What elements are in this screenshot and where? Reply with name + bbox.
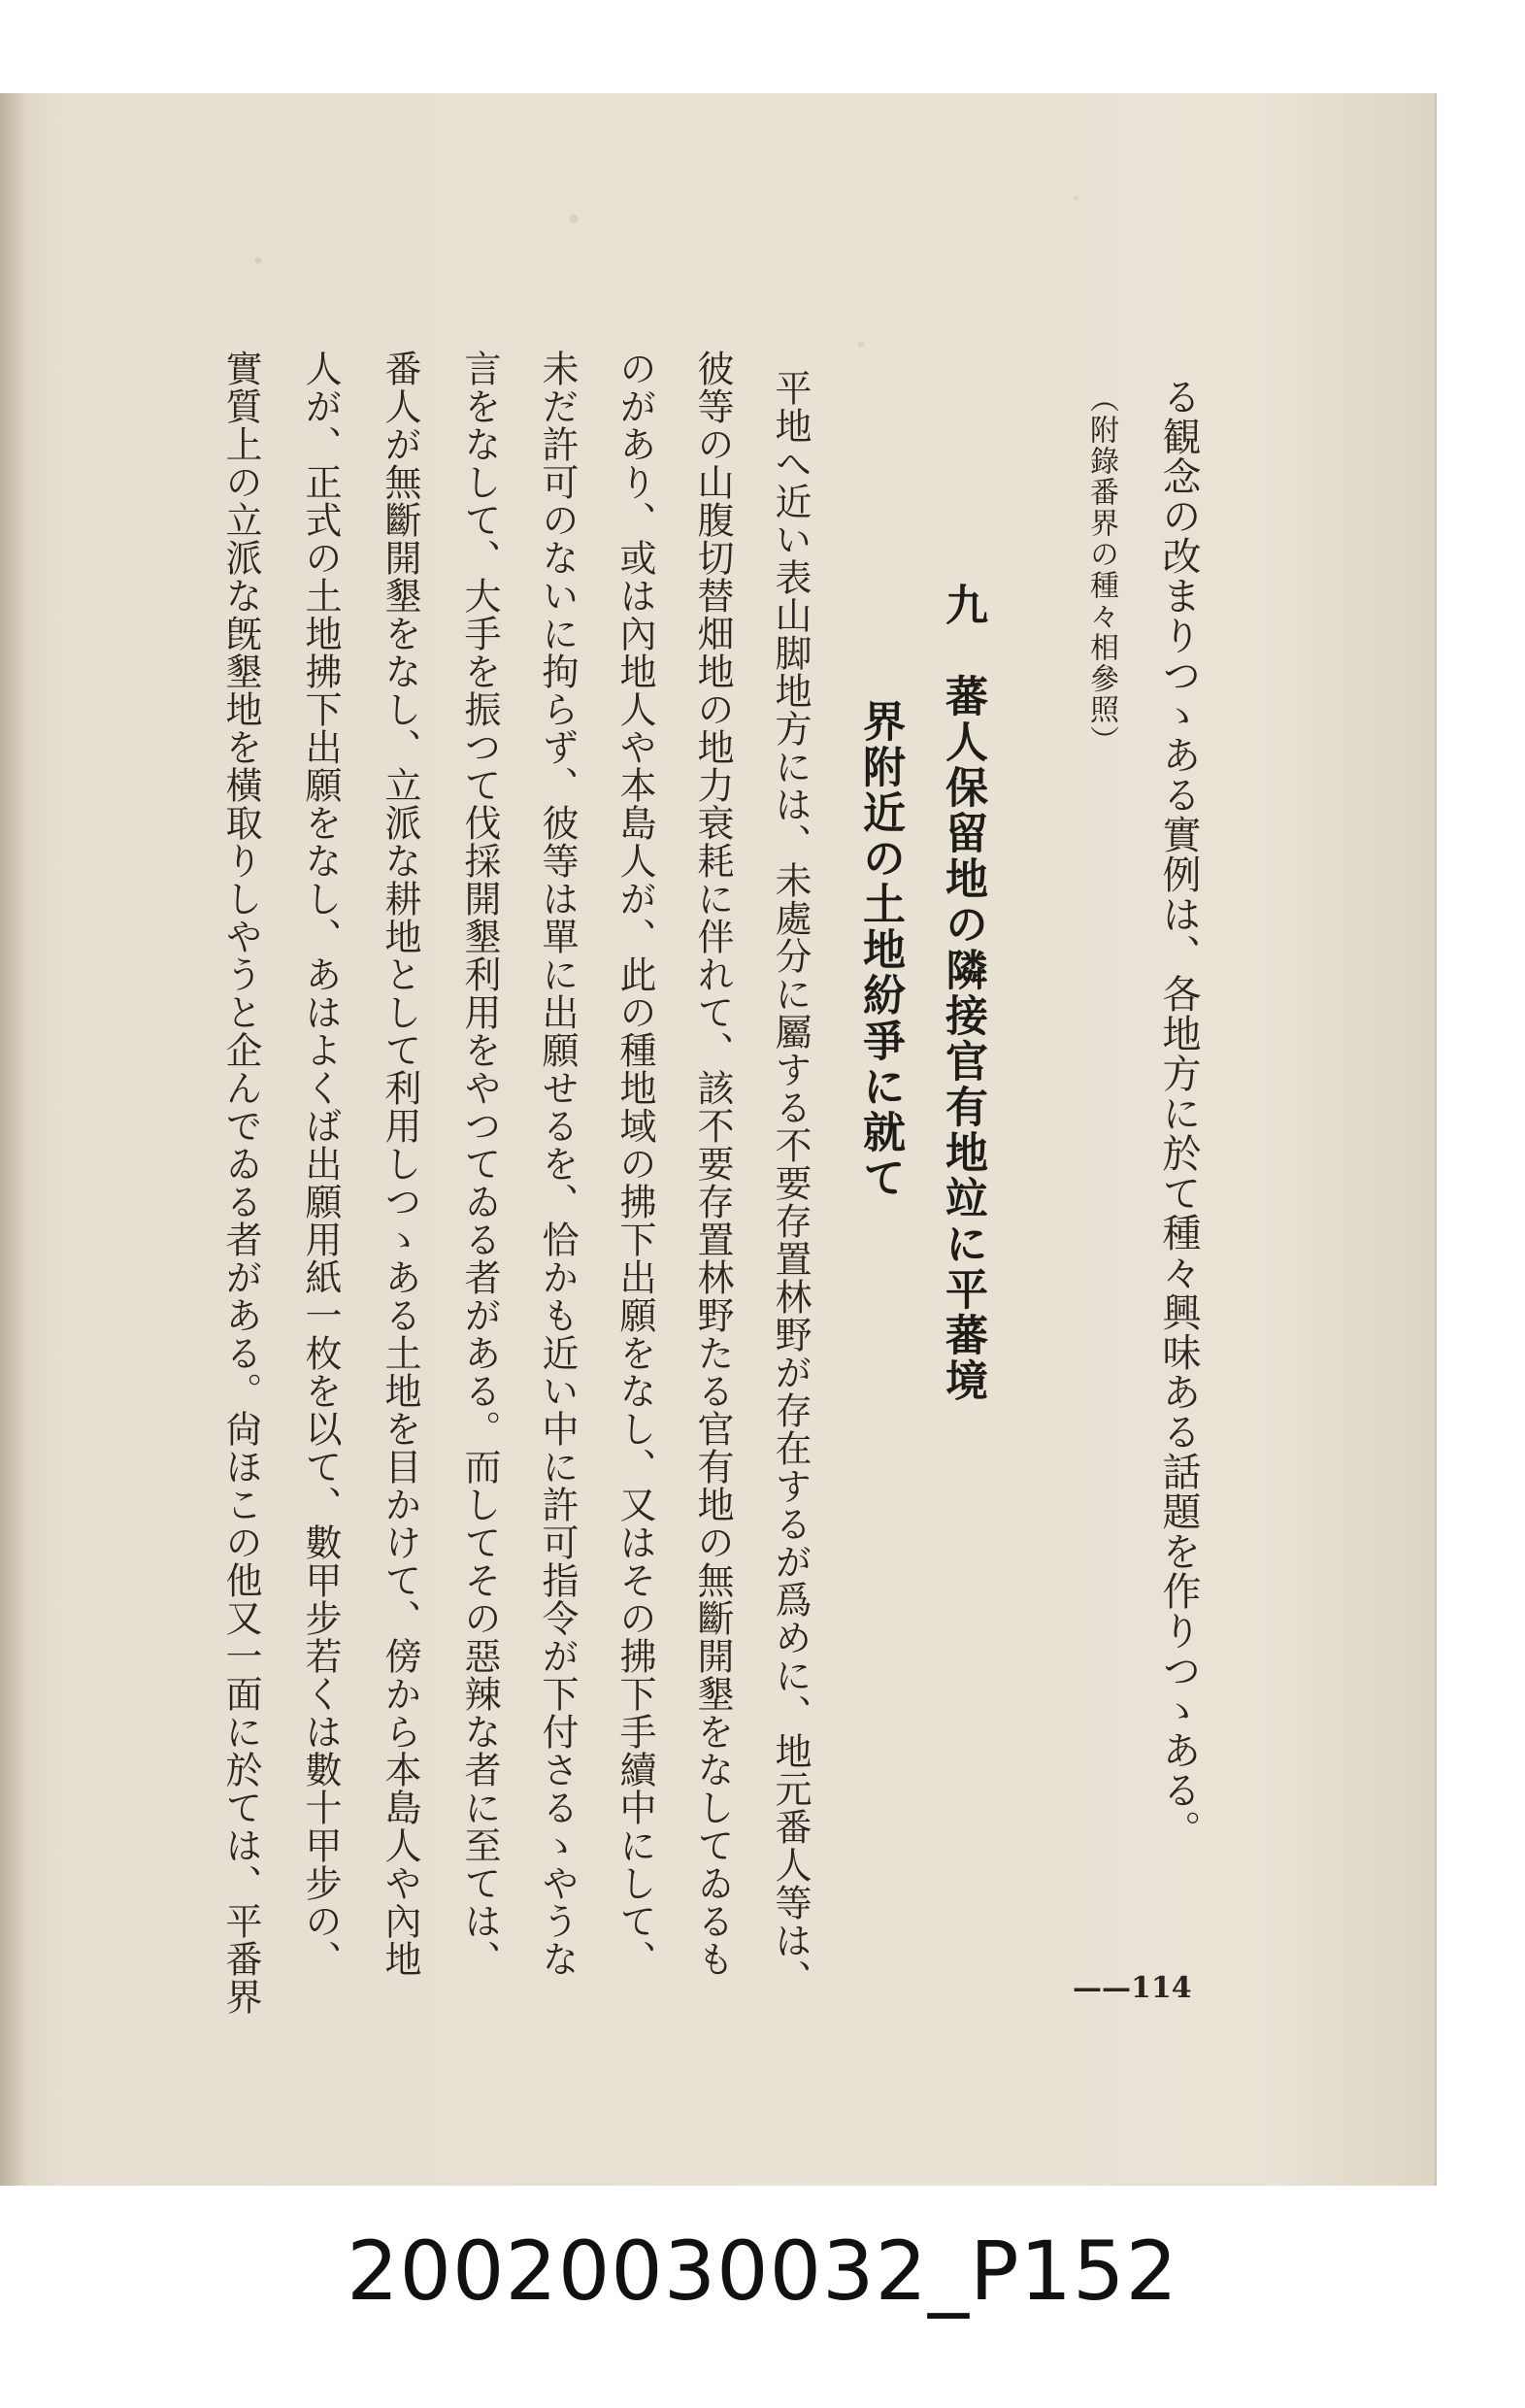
page-spine-shadow: [0, 93, 27, 2186]
text-column-1: る観念の改まりつゝある實例は、各地方に於て種々興味ある話題を作りつゝある。: [1156, 377, 1201, 1850]
image-caption-id: 20020030032_P152: [347, 2224, 1178, 2319]
text-column-5: のがあり、或は內地人や本島人が、此の種地域の拂下出願をなし、又はその拂下手續中にして、: [613, 350, 656, 1978]
text-column-8: 番人が無斷開墾をなし、立派な耕地として利用しつゝある土地を目かけて、傍から本島人や內地: [379, 350, 421, 1978]
text-column-6: 未だ許可のないに拘らず、彼等は單に出願せるを、恰かも近い中に許可指令が下付さるゝやうな: [536, 350, 579, 1978]
text-column-10: 實質上の立派な旣墾地を橫取りしやうと企んでゐる者がある。尙ほこの他又一面に於ては、平番界: [219, 350, 262, 2016]
section-heading-line-1: 九 蕃人保留地の隣接官有地竝に平蕃境: [938, 583, 987, 1404]
text-column-4: 彼等の山腹切替畑地の地力衰耗に伴れて、該不要存置林野たる官有地の無斷開墾をなしてゐるも: [691, 350, 734, 1978]
page-number: ——114: [1073, 1971, 1192, 2005]
section-heading-line-2: 界附近の土地紛爭に就て: [855, 699, 905, 1201]
text-column-3: 平地へ近い表山脚地方には、未處分に屬する不要存置林野が存在するが爲めに、地元番人等は、: [769, 369, 812, 1997]
text-column-9: 人が、正式の土地拂下出願をなし、あはよくば出願用紙一枚を以て、數甲步若くは數十甲步の、: [299, 350, 342, 1978]
text-column-7: 言をなして、大手を振つて伐採開墾利用をやつてゐる者がある。而してその惡辣な者に至ては、: [458, 350, 501, 1978]
text-column-note: （附錄番界の種々相參照）: [1084, 384, 1118, 756]
